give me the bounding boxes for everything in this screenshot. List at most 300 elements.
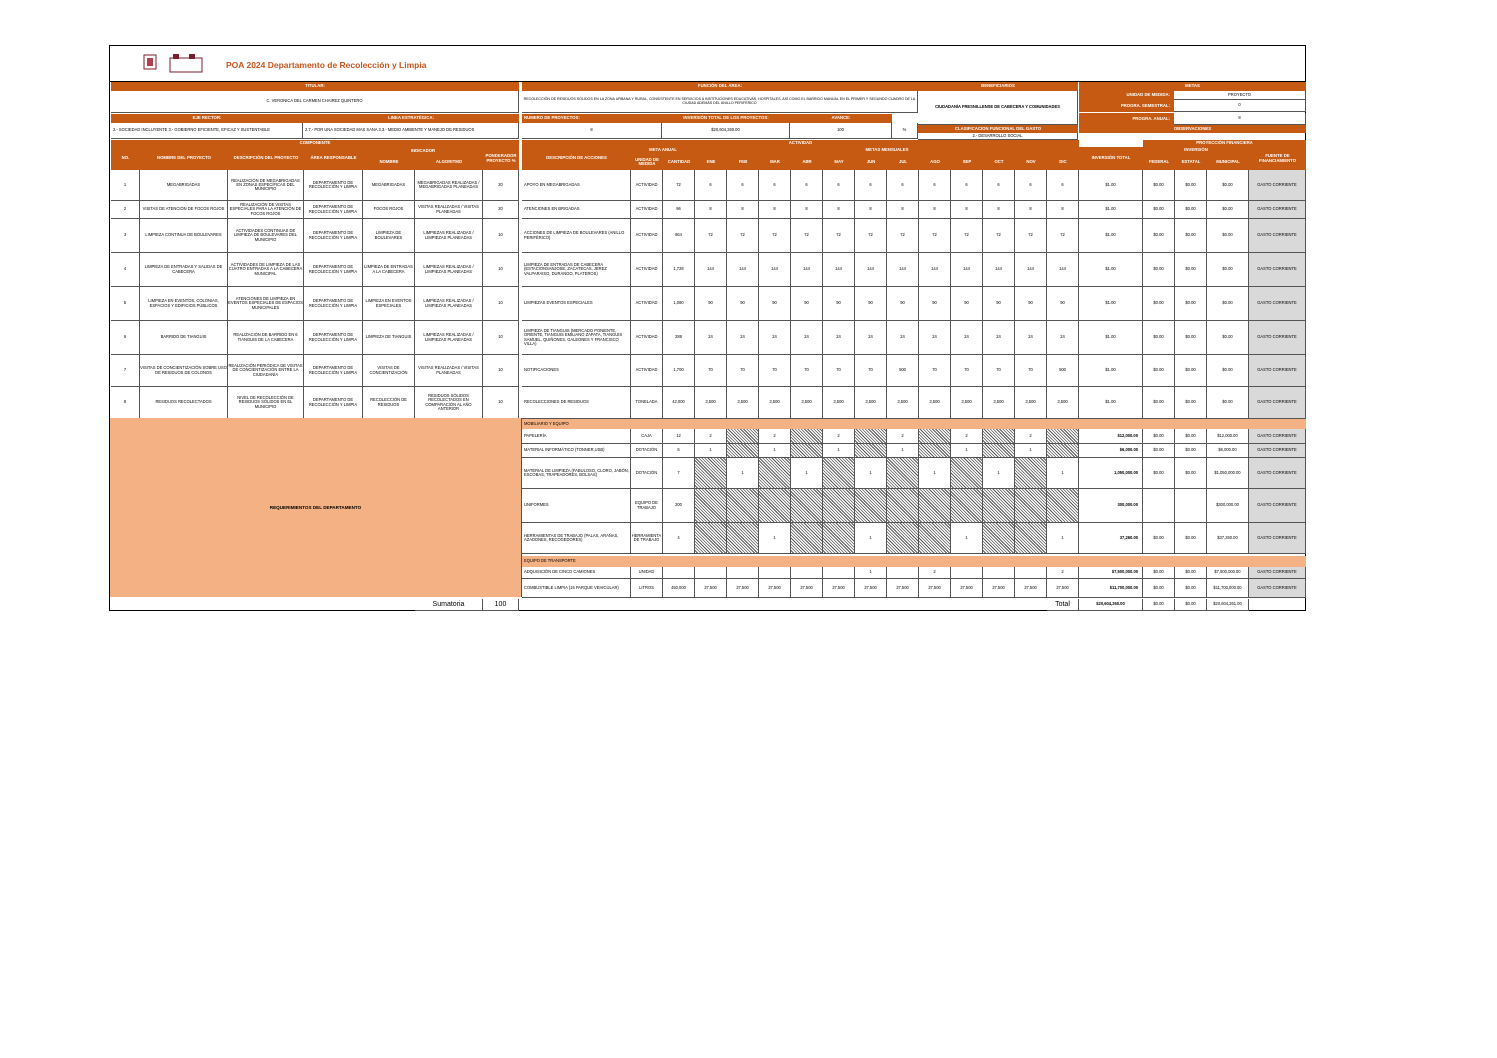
sumatoria-label: Sumatoria — [415, 599, 483, 611]
project-federal: $0.00 — [1143, 253, 1175, 287]
componente-head: COMPONENTE — [111, 140, 519, 147]
sumatoria-value: 100 — [483, 599, 519, 611]
req-month-value — [1015, 489, 1047, 523]
project-month-value: 8 — [727, 201, 759, 219]
req-month-value: 37,500 — [983, 579, 1015, 598]
project-cantidad: 72 — [663, 170, 695, 201]
req-month-value: 1 — [855, 458, 887, 489]
project-month-value: 90 — [1047, 287, 1079, 321]
project-ind-nombre: FOCOS ROJOS — [363, 201, 415, 219]
project-month-value: 90 — [727, 287, 759, 321]
project-municipal: $0.00 — [1207, 253, 1249, 287]
req-month-value: 1 — [855, 523, 887, 554]
req-month-value — [727, 429, 759, 444]
req-month-value: 37,500 — [791, 579, 823, 598]
project-fuente: GASTO CORRIENTE — [1249, 387, 1306, 419]
anual-value: 8 — [1174, 113, 1306, 125]
req-month-value: 2 — [695, 429, 727, 444]
project-estatal: $0.00 — [1175, 219, 1207, 253]
req-month-value — [983, 567, 1015, 579]
project-accion: APOYO EN MEGABRIGADAS — [522, 170, 631, 201]
project-month-value: 72 — [695, 219, 727, 253]
project-month-value: 8 — [823, 201, 855, 219]
req-fuente: GASTO CORRIENTE — [1249, 489, 1306, 523]
project-unidad: TONELADA — [631, 387, 663, 419]
req-month-value: 37,500 — [695, 579, 727, 598]
project-nombre: LIMPIEZA CONTINUA DE BOULEVARES — [140, 219, 228, 253]
project-month-value: 24 — [727, 321, 759, 355]
req-month-value — [887, 523, 919, 554]
req-month-value — [855, 444, 887, 458]
req-inv-total: $11,700,000.00 — [1079, 579, 1143, 598]
req-month-value — [919, 523, 951, 554]
req-accion: ADQUISICIÓN DE CINCO CAMIONES — [522, 567, 631, 579]
project-nombre: LIMPIEZA EN EVENTOS, COLONIAS, ESPACIOS Y EDIFICIOS PÚBLICOS — [140, 287, 228, 321]
project-nombre: VISITAS DE CONCIENTIZACIÓN SOBRE USO DE RESIDUOS DE COLONOS — [140, 355, 228, 387]
req-estatal: $0.00 — [1175, 567, 1207, 579]
project-ponderador: 10 — [483, 219, 519, 253]
req-estatal: $0.00 — [1175, 429, 1207, 444]
project-month-value: 6 — [695, 170, 727, 201]
req-month-value — [791, 489, 823, 523]
req-month-value: 37,500 — [951, 579, 983, 598]
project-cantidad: 1,080 — [663, 287, 695, 321]
project-accion: ATENCIONES EN BRIGADAS — [522, 201, 631, 219]
col-federal: FEDERAL — [1143, 154, 1175, 170]
project-inv-total: $1.00 — [1079, 170, 1143, 201]
req-unidad: EQUIPO DE TRABAJO — [631, 489, 663, 523]
req-month-value — [759, 567, 791, 579]
req-month-value: 37,500 — [887, 579, 919, 598]
project-inv-total: $1.00 — [1079, 253, 1143, 287]
req-month-value — [983, 489, 1015, 523]
project-inv-total: $1.00 — [1079, 387, 1143, 419]
avance-unit: % — [892, 123, 918, 139]
project-month-value: 8 — [695, 201, 727, 219]
req-unidad: UNIDAD — [631, 567, 663, 579]
col-ind-nombre: NOMBRE — [363, 155, 415, 170]
project-month-value: 24 — [1015, 321, 1047, 355]
project-federal: $0.00 — [1143, 321, 1175, 355]
inversion-value: $20,604,260.00 — [662, 123, 790, 139]
project-cantidad: 42,000 — [663, 387, 695, 419]
req-month-value — [1015, 523, 1047, 554]
col-cantidad: CANTIDAD — [663, 154, 695, 170]
project-area: DEPARTAMENTO DE RECOLECCIÓN Y LIMPIA — [304, 387, 363, 419]
project-month-value: 90 — [1015, 287, 1047, 321]
anual-label: PROGRA. ANUAL: — [1079, 113, 1174, 125]
col-month: MAY — [823, 154, 855, 170]
req-inv-total: 300,000.00 — [1079, 489, 1143, 523]
project-month-value: 70 — [791, 355, 823, 387]
project-ponderador: 10 — [483, 387, 519, 419]
req-month-value — [695, 458, 727, 489]
req-federal: $0.00 — [1143, 444, 1175, 458]
linea-label: LINEA ESTRATÉGICA: — [303, 114, 519, 123]
project-area: DEPARTAMENTO DE RECOLECCIÓN Y LIMPIA — [304, 355, 363, 387]
project-month-value: 144 — [983, 253, 1015, 287]
project-cantidad: 288 — [663, 321, 695, 355]
project-estatal: $0.00 — [1175, 253, 1207, 287]
col-month: DIC — [1047, 154, 1079, 170]
project-month-value: 90 — [887, 287, 919, 321]
project-month-value: 6 — [823, 170, 855, 201]
total-label: Total — [1047, 599, 1079, 611]
req-month-value: 37,500 — [919, 579, 951, 598]
req-fuente: GASTO CORRIENTE — [1249, 429, 1306, 444]
project-no: 6 — [111, 321, 140, 355]
project-month-value: 70 — [919, 355, 951, 387]
project-no: 7 — [111, 355, 140, 387]
req-month-value — [727, 489, 759, 523]
col-estatal: ESTATAL — [1175, 154, 1207, 170]
project-month-value: 90 — [759, 287, 791, 321]
req-month-value — [727, 444, 759, 458]
project-month-value: 3,500 — [759, 387, 791, 419]
req-month-value — [1047, 429, 1079, 444]
project-ind-algoritmo: RESIDUOS SÓLIDOS RECOLECTADOS EN COMPARACIÓN AL AÑO ANTERIOR — [415, 387, 483, 419]
total-federal: $0.00 — [1143, 599, 1175, 611]
req-estatal — [1175, 489, 1207, 523]
req-federal: $0.00 — [1143, 523, 1175, 554]
project-month-value: 72 — [1047, 219, 1079, 253]
req-month-value: 2 — [1015, 429, 1047, 444]
project-no: 1 — [111, 170, 140, 201]
req-cantidad: 6 — [663, 444, 695, 458]
project-month-value: 144 — [791, 253, 823, 287]
req-month-value — [695, 567, 727, 579]
project-unidad: ACTIVIDAD — [631, 219, 663, 253]
poa-sheet — [109, 45, 1306, 611]
req-month-value — [1047, 444, 1079, 458]
project-ind-nombre: LIMPIEZA DE BOULEVARES — [363, 219, 415, 253]
project-federal: $0.00 — [1143, 201, 1175, 219]
project-fuente: GASTO CORRIENTE — [1249, 201, 1306, 219]
req-inv-total: 1,050,000.00 — [1079, 458, 1143, 489]
req-municipal: $12,000.00 — [1207, 429, 1249, 444]
project-federal: $0.00 — [1143, 387, 1175, 419]
total-municipal: $20,604,261.00 — [1207, 599, 1249, 611]
req-month-value — [695, 489, 727, 523]
project-cantidad: 1,700 — [663, 355, 695, 387]
project-area: DEPARTAMENTO DE RECOLECCIÓN Y LIMPIA — [304, 253, 363, 287]
project-descripcion: REALIZACIÓN PERIÓDICA DE VISITAS DE CONCIENTIZACIÓN ENTRE LA CIUDADANÍA — [228, 355, 304, 387]
clasif-value: 2.- DESARROLLO SOCIAL — [918, 133, 1078, 140]
req-month-value — [855, 489, 887, 523]
project-month-value: 8 — [1015, 201, 1047, 219]
project-month-value: 6 — [983, 170, 1015, 201]
req-month-value: 1 — [951, 523, 983, 554]
project-accion: LIMPIEZA DE TIANGUIS (MERCADO PONIENTE, ORIENTE, TIANGUIS EMILIANO ZAPATA, TIANGUIS SAMUEL, QUIÑONES, GALEONES Y FRANCISCO VILLA) — [522, 321, 631, 355]
project-fuente: GASTO CORRIENTE — [1249, 321, 1306, 355]
project-ind-algoritmo: MEGABRIGADAS REALIZADAS / MEGABRIGADAS PLANEADAS — [415, 170, 483, 201]
req-municipal: $6,000.00 — [1207, 444, 1249, 458]
project-month-value: 3,500 — [1047, 387, 1079, 419]
col-inversion-total: INVERSIÓN TOTAL — [1079, 147, 1143, 170]
project-estatal: $0.00 — [1175, 201, 1207, 219]
col-month: MAR — [759, 154, 791, 170]
project-ind-algoritmo: LIMPIEZAS REALIZADAS / LIMPIEZAS PLANEADAS — [415, 287, 483, 321]
project-municipal: $0.00 — [1207, 321, 1249, 355]
inversion-label: INVERSIÓN TOTAL DE LOS PROYECTOS: — [662, 114, 790, 123]
clasif-label: CLASIFICACION FUNCIONAL DEL GASTO — [918, 125, 1078, 133]
avance-value: 100 — [790, 123, 892, 139]
project-estatal: $0.00 — [1175, 170, 1207, 201]
project-ponderador: 20 — [483, 170, 519, 201]
req-federal: $0.00 — [1143, 458, 1175, 489]
project-no: 5 — [111, 287, 140, 321]
req-inv-total: 37,260.00 — [1079, 523, 1143, 554]
project-fuente: GASTO CORRIENTE — [1249, 219, 1306, 253]
project-accion: ACCIONES DE LIMPIEZA DE BOULEVARES (ANILLO PERIFÉRICO) — [522, 219, 631, 253]
col-acciones: DESCRIPCIÓN DE ACCIONES — [522, 147, 631, 170]
project-estatal: $0.00 — [1175, 387, 1207, 419]
project-month-value: 6 — [1015, 170, 1047, 201]
col-no: NO. — [111, 147, 140, 170]
project-month-value: 24 — [983, 321, 1015, 355]
project-month-value: 24 — [1047, 321, 1079, 355]
project-month-value: 3,500 — [823, 387, 855, 419]
project-month-value: 70 — [695, 355, 727, 387]
project-ind-algoritmo: LIMPIEZAS REALIZADAS / LIMPIEZAS PLANEADAS — [415, 219, 483, 253]
sheet-header — [110, 46, 1305, 82]
req-month-value: 1 — [759, 523, 791, 554]
req-month-value: 37,500 — [855, 579, 887, 598]
funcion-label: FUNCIÓN DEL ÁREA: — [522, 82, 918, 91]
project-fuente: GASTO CORRIENTE — [1249, 253, 1306, 287]
project-month-value: 8 — [791, 201, 823, 219]
project-municipal: $0.00 — [1207, 287, 1249, 321]
req-month-value: 2 — [887, 429, 919, 444]
project-ind-nombre: MEGABRIGADAS — [363, 170, 415, 201]
project-estatal: $0.00 — [1175, 355, 1207, 387]
project-cantidad: 96 — [663, 201, 695, 219]
project-cantidad: 1,728 — [663, 253, 695, 287]
col-municipal: MUNICIPAL — [1207, 154, 1249, 170]
project-ind-nombre: LIMPIEZA DE TIANGUIS — [363, 321, 415, 355]
req-month-value — [791, 523, 823, 554]
req-month-value: 1 — [983, 458, 1015, 489]
project-month-value: 500 — [887, 355, 919, 387]
project-federal: $0.00 — [1143, 287, 1175, 321]
req-month-value — [823, 489, 855, 523]
project-month-value: 6 — [951, 170, 983, 201]
req-accion: UNIFORMES — [522, 489, 631, 523]
req-estatal: $0.00 — [1175, 579, 1207, 598]
col-meta-anual: META ANUAL — [631, 147, 695, 154]
req-month-value — [887, 567, 919, 579]
req-month-value: 1 — [887, 444, 919, 458]
project-ponderador: 20 — [483, 201, 519, 219]
req-month-value — [919, 429, 951, 444]
req-month-value: 1 — [695, 444, 727, 458]
req-month-value: 1 — [1047, 458, 1079, 489]
project-month-value: 144 — [695, 253, 727, 287]
project-accion: NOTIFICACIONES — [522, 355, 631, 387]
project-nombre: MEGABRIGADAS — [140, 170, 228, 201]
project-descripcion: NIVEL DE RECOLECCIÓN DE RESIDUOS SÓLIDOS EN EL MUNICIPIO — [228, 387, 304, 419]
project-month-value: 144 — [1015, 253, 1047, 287]
req-municipal: $7,500,000.00 — [1207, 567, 1249, 579]
project-month-value: 144 — [1047, 253, 1079, 287]
project-municipal: $0.00 — [1207, 387, 1249, 419]
req-month-value — [791, 444, 823, 458]
project-estatal: $0.00 — [1175, 287, 1207, 321]
titular-label: TITULAR: — [111, 82, 519, 91]
project-month-value: 72 — [887, 219, 919, 253]
req-month-value — [951, 567, 983, 579]
project-ind-nombre: RECOLECCIÓN DE RESIDUOS — [363, 387, 415, 419]
req-fuente: GASTO CORRIENTE — [1249, 523, 1306, 554]
project-month-value: 6 — [727, 170, 759, 201]
col-descripcion: DESCRIPCIÓN DEL PROYECTO — [228, 147, 304, 170]
beneficiarios-label: BENEFICIARIOS — [918, 82, 1078, 91]
col-month: OCT — [983, 154, 1015, 170]
page-title: POA 2024 Departamento de Recolección y Limpia — [226, 60, 427, 70]
req-month-value: 2 — [1047, 567, 1079, 579]
project-month-value: 3,500 — [919, 387, 951, 419]
project-month-value: 6 — [759, 170, 791, 201]
section-mobiliario: MOBILIARIO Y EQUIPO — [522, 419, 1306, 429]
col-ponderador: PONDERADOR PROYECTO % — [483, 147, 519, 170]
section-transporte: EQUIPO DE TRANSPORTE — [522, 556, 1306, 567]
project-month-value: 3,500 — [695, 387, 727, 419]
project-month-value: 6 — [919, 170, 951, 201]
funcion-value: RECOLECCIÓN DE RESIDUOS SÓLIDOS EN LA ZONA URBANA Y RURAL, CONSISTENTE EN SERVICIOS A INSTITUCIONES EDUCATIVAS, HOSPITALES, ASÍ COMO EL BARRIDO MANUAL EN EL PRIMER Y SEGUNDO CUADRO DE LA CIUDAD ADEMÁS DEL ANILLO PERIFÉRICO — [522, 91, 918, 113]
semestral-value: 0 — [1174, 100, 1306, 112]
project-inv-total: $1.00 — [1079, 321, 1143, 355]
project-month-value: 6 — [855, 170, 887, 201]
project-ponderador: 10 — [483, 321, 519, 355]
project-unidad: ACTIVIDAD — [631, 201, 663, 219]
col-month: ABR — [791, 154, 823, 170]
project-estatal: $0.00 — [1175, 321, 1207, 355]
req-cantidad: 450,000 — [663, 579, 695, 598]
project-month-value: 8 — [1047, 201, 1079, 219]
project-month-value: 144 — [951, 253, 983, 287]
req-month-value — [983, 444, 1015, 458]
project-area: DEPARTAMENTO DE RECOLECCIÓN Y LIMPIA — [304, 321, 363, 355]
req-fuente: GASTO CORRIENTE — [1249, 567, 1306, 579]
req-month-value — [823, 523, 855, 554]
titular-value: C. VERONICA DEL CARMEN CHAIREZ QUINTERO — [111, 91, 519, 113]
project-month-value: 90 — [919, 287, 951, 321]
project-month-value: 24 — [951, 321, 983, 355]
col-nombre: NOMBRE DEL PROYECTO — [140, 147, 228, 170]
project-federal: $0.00 — [1143, 355, 1175, 387]
req-month-value: 1 — [951, 444, 983, 458]
req-cantidad: 12 — [663, 429, 695, 444]
req-month-value — [919, 444, 951, 458]
unidad-value: PROYECTO — [1174, 91, 1306, 100]
req-federal: $0.00 — [1143, 429, 1175, 444]
req-month-value — [887, 489, 919, 523]
project-month-value: 90 — [951, 287, 983, 321]
total-inv: $20,604,260.00 — [1079, 599, 1143, 611]
project-month-value: 72 — [919, 219, 951, 253]
req-cantidad: 7 — [663, 458, 695, 489]
project-month-value: 144 — [823, 253, 855, 287]
req-month-value — [727, 567, 759, 579]
project-area: DEPARTAMENTO DE RECOLECCIÓN Y LIMPIA — [304, 287, 363, 321]
project-ponderador: 10 — [483, 287, 519, 321]
project-month-value: 3,500 — [983, 387, 1015, 419]
project-month-value: 70 — [983, 355, 1015, 387]
num-proy-label: NUMERO DE PROYECTOS: — [522, 114, 662, 123]
project-inv-total: $1.00 — [1079, 201, 1143, 219]
col-month: NOV — [1015, 154, 1047, 170]
project-month-value: 90 — [855, 287, 887, 321]
project-month-value: 24 — [855, 321, 887, 355]
req-month-value — [1015, 458, 1047, 489]
req-month-value: 1 — [727, 458, 759, 489]
project-area: DEPARTAMENTO DE RECOLECCIÓN Y LIMPIA — [304, 219, 363, 253]
project-nombre: LIMPIEZA DE ENTRADAS Y SALIDAS DE CABECERA — [140, 253, 228, 287]
project-month-value: 90 — [823, 287, 855, 321]
req-unidad: DOTACIÓN — [631, 458, 663, 489]
project-municipal: $0.00 — [1207, 219, 1249, 253]
req-estatal: $0.00 — [1175, 523, 1207, 554]
req-month-value: 37,500 — [823, 579, 855, 598]
project-municipal: $0.00 — [1207, 170, 1249, 201]
req-month-value: 2 — [759, 429, 791, 444]
req-municipal: $300,000.00 — [1207, 489, 1249, 523]
req-month-value: 1 — [919, 458, 951, 489]
project-month-value: 24 — [791, 321, 823, 355]
project-accion: RECOLECCIONES DE RESIDUOS — [522, 387, 631, 419]
req-estatal: $0.00 — [1175, 458, 1207, 489]
project-descripcion: ACTIVIDADES DE LIMPIEZA DE LAS CUATRO ENTRADAS A LA CABECERA MUNICIPAL — [228, 253, 304, 287]
req-accion: PAPELERÍA — [522, 429, 631, 444]
project-nombre: VISITAS DE ATENCIÓN DE FOCOS ROJOS — [140, 201, 228, 219]
project-month-value: 72 — [855, 219, 887, 253]
project-municipal: $0.00 — [1207, 355, 1249, 387]
req-inv-total: $7,500,000.00 — [1079, 567, 1143, 579]
project-month-value: 24 — [759, 321, 791, 355]
beneficiarios-value: CIUDADANÍA FRESNILLENSE DE CABECERA Y COMUNIDADES — [918, 91, 1078, 125]
project-month-value: 24 — [887, 321, 919, 355]
project-ponderador: 10 — [483, 253, 519, 287]
project-inv-total: $1.00 — [1079, 219, 1143, 253]
project-month-value: 8 — [951, 201, 983, 219]
project-month-value: 24 — [823, 321, 855, 355]
req-municipal: $1,050,000.00 — [1207, 458, 1249, 489]
project-ind-nombre: VISITAS DE CONCIENTIZACIÓN — [363, 355, 415, 387]
project-month-value: 6 — [791, 170, 823, 201]
col-month: ENE — [695, 154, 727, 170]
project-month-value: 70 — [727, 355, 759, 387]
project-month-value: 3,500 — [855, 387, 887, 419]
req-inv-total: $6,000.00 — [1079, 444, 1143, 458]
req-month-value — [1015, 567, 1047, 579]
actividad-head: ACTIVIDAD — [522, 140, 1079, 147]
project-descripcion: REALIZACIÓN DE MEGABRIGADAS EN ZONAS ESPECÍFICAS DEL MUNICIPIO — [228, 170, 304, 201]
project-descripcion: ATENCIONES DE LIMPIEZA EN EVENTOS ESPECIALES DE ESPACIOS MUNICIPALES — [228, 287, 304, 321]
project-cantidad: 864 — [663, 219, 695, 253]
req-month-value: 37,500 — [1047, 579, 1079, 598]
project-month-value: 72 — [791, 219, 823, 253]
project-area: DEPARTAMENTO DE RECOLECCIÓN Y LIMPIA — [304, 201, 363, 219]
project-month-value: 72 — [1015, 219, 1047, 253]
req-month-value — [823, 567, 855, 579]
project-month-value: 70 — [759, 355, 791, 387]
project-month-value: 3,500 — [951, 387, 983, 419]
req-month-value — [791, 429, 823, 444]
project-unidad: ACTIVIDAD — [631, 355, 663, 387]
col-fuente: FUENTE DE FINANCIAMIENTO — [1249, 147, 1306, 170]
req-month-value: 1 — [1015, 444, 1047, 458]
req-accion: HERRAMIENTAS DE TRABAJO (PALAS, ARAÑAS, AZADONES, RECOGEDORES) — [522, 523, 631, 554]
